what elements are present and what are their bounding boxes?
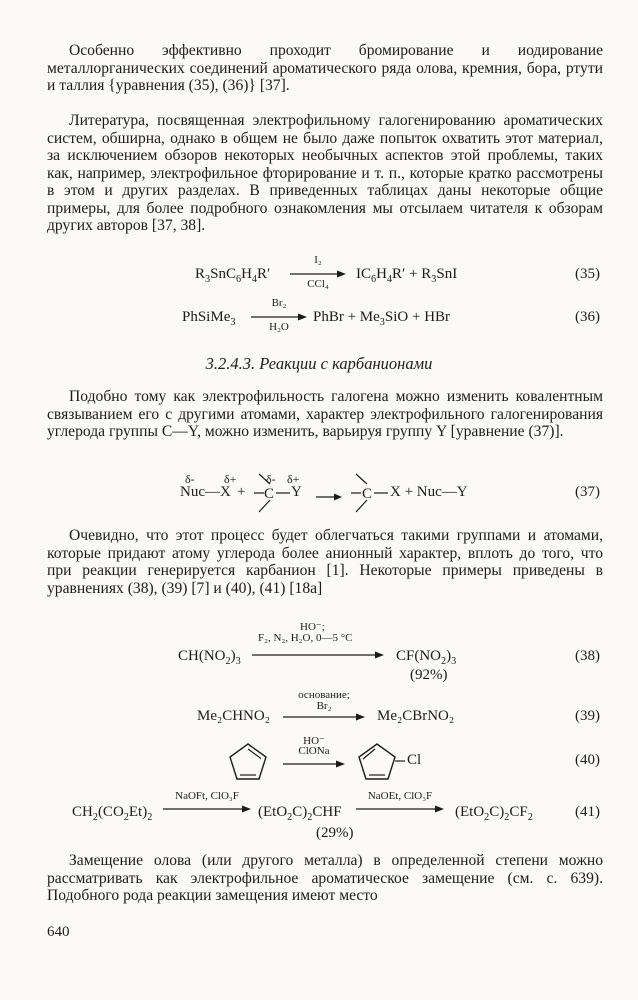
paragraph-3: Подобно тому как электрофильность галогена можно изменить ковалентным связыванием его с другими атомами, характер электрофильного галогенирования углерода группы C—Y, можно изменить, варьируя группу Y [уравнение (37)]. bbox=[47, 388, 603, 440]
paragraph-1: Особенно эффективно проходит бромирование и иодирование металлорганических соединений ароматического ряда олова, кремния, бора, ртути и таллия {уравнения (35), (36)} [37]. bbox=[47, 42, 603, 94]
eq40-chlorine: Cl bbox=[407, 752, 422, 768]
eq35-reactant: $R_3SnC_6H_4R'$ bbox=[195, 266, 271, 285]
eq36-reactant: PhSiMe$_3$ bbox=[182, 309, 236, 328]
eq38-number: (38) bbox=[575, 648, 600, 664]
cyclopentadiene-structure bbox=[226, 741, 270, 783]
eq37-product-carbon bbox=[350, 470, 390, 514]
eq35-number: (35) bbox=[575, 266, 600, 282]
eq41-reactant: $CH_2(CO_2Et)_2$ bbox=[72, 804, 153, 823]
eq41-number: (41) bbox=[575, 804, 600, 820]
equation-40: HO⁻ ClONa Cl (40) bbox=[0, 735, 638, 785]
eq41-intermediate: $(EtO_2C)_2CHF$ bbox=[258, 804, 342, 823]
book-page: Особенно эффективно проходит бромирование и иодирование металлорганических соединений ароматического ряда олова, кремния, бора, ртути и таллия {уравнения (35), (36)} [37]. Литература, посвященная электрофильному галогенированию ароматических систем, обширна, однако в общем не было даже попыток охватить этот материал, за исключением обзоров некоторых необычных аспектов этой проблемы, таких как, например, электрофильное фторирование и т. п., которые кратко рассмотрены в этом и других разделах. В приведенных таблицах даны некоторые общие примеры, для более подробного ознакомления мы отсылаем читателя к обзорам других авторов [37, 38]. $R_3SnC_6H_4R'$ I₂ CCl₄ $IC_6H_4R' + R_3SnI$ (35) PhSiMe$_3$ Br₂ H₂O PhBr + $Me_3SiO$ + HBr (36) 3.2.4.3. Реакции с карбанионами Подобно тому как электрофильность галогена можно изменить ковалентным связыванием его с другими атомами, характер электрофильного галогенирования углерода группы C—Y, можно изменить, варьируя группу Y [уравнение (37)]. δ- δ+ δ- δ+ Nuc—X + C Y C X + Nuc—Y (37) Очевидно, что этот процесс будет облегчаться такими группами и атомами, которые придают атому углерода более анионный характер, вплоть до того, что при реакции генерируется карбанион [1]. Некоторые примеры приведены в уравнениях (38), (39) [7] и (40), (41) [18a] HO⁻; F₂, N₂, H₂O, 0—5 °C $CH(NO_2)_3$ $CF(NO_2)_3$ (92%) (38) Me₂CHNO₂ основание; Br₂ Me₂CBrNO₂ (39) HO⁻ ClONa Cl (40) $CH_2(CO_2Et)_2$ NaOFt, ClO₃F $(EtO_2C)_2CHF$ (29%) NaOEt, ClO₃F $(EtO_2C)_2CF_2$ (41) Замещение олова (или другого металла) в определенной степени можно рассматривать как электрофильное ароматическое замещение (см. с. 639). Подобного рода реакции замещения имеют место 640 bbox=[0, 0, 638, 1000]
page-number: 640 bbox=[47, 924, 70, 940]
svg-text:C: C bbox=[362, 486, 373, 502]
eq40-number: (40) bbox=[575, 752, 600, 768]
svg-text:C: C bbox=[264, 486, 275, 502]
eq39-reactant: Me₂CHNO₂ bbox=[197, 708, 270, 724]
eq39-product: Me₂CBrNO₂ bbox=[377, 708, 455, 724]
eq37-carbon-center bbox=[250, 470, 320, 514]
eq38-arrow bbox=[252, 650, 384, 660]
eq38-reactant: $CH(NO_2)_3$ bbox=[178, 648, 241, 667]
eq37-number: (37) bbox=[575, 484, 600, 500]
section-heading: 3.2.4.3. Реакции с карбанионами bbox=[205, 354, 433, 373]
eq39-number: (39) bbox=[575, 708, 600, 724]
eq38-yield: (92%) bbox=[410, 667, 448, 683]
eq37-product: X + Nuc—Y bbox=[390, 484, 468, 500]
eq41-product: $(EtO_2C)_2CF_2$ bbox=[455, 804, 533, 823]
equation-37: δ- δ+ δ- δ+ Nuc—X + C Y C X + Nuc—Y (37) bbox=[0, 470, 638, 514]
eq36-number: (36) bbox=[575, 309, 600, 325]
paragraph-2: Литература, посвященная электрофильному галогенированию ароматических систем, обширна, однако в общем не было даже попыток охватить этот материал, за исключением обзоров некоторых необычных аспектов этой проблемы, таких как, например, электрофильное фторирование и т. п., которые кратко рассмотрены в этом и других разделах. В приведенных таблицах даны некоторые общие примеры, для более подробного ознакомления мы отсылаем читателя к обзорам других авторов [37, 38]. bbox=[47, 112, 603, 234]
eq38-product: $CF(NO_2)_3$ bbox=[396, 648, 457, 667]
paragraph-4: Очевидно, что этот процесс будет облегчаться такими группами и атомами, которые придают атому углерода более анионный характер, вплоть до того, что при реакции генерируется карбанион [1]. Некоторые примеры приведены в уравнениях (38), (39) [7] и (40), (41) [18a] bbox=[47, 527, 603, 597]
eq41-yield: (29%) bbox=[316, 825, 354, 841]
chlorocyclopentadiene-structure bbox=[355, 741, 405, 783]
eq37-arrow bbox=[316, 492, 342, 502]
paragraph-5: Замещение олова (или другого металла) в определенной степени можно рассматривать как электрофильное ароматическое замещение (см. с. 639). Подобного рода реакции замещения имеют место bbox=[47, 852, 603, 904]
eq36-product: PhBr + $Me_3SiO$ + HBr bbox=[313, 309, 451, 328]
eq37-nuc-x: Nuc—X bbox=[180, 484, 231, 500]
eq35-product: $IC_6H_4R' + R_3SnI$ bbox=[356, 266, 458, 285]
